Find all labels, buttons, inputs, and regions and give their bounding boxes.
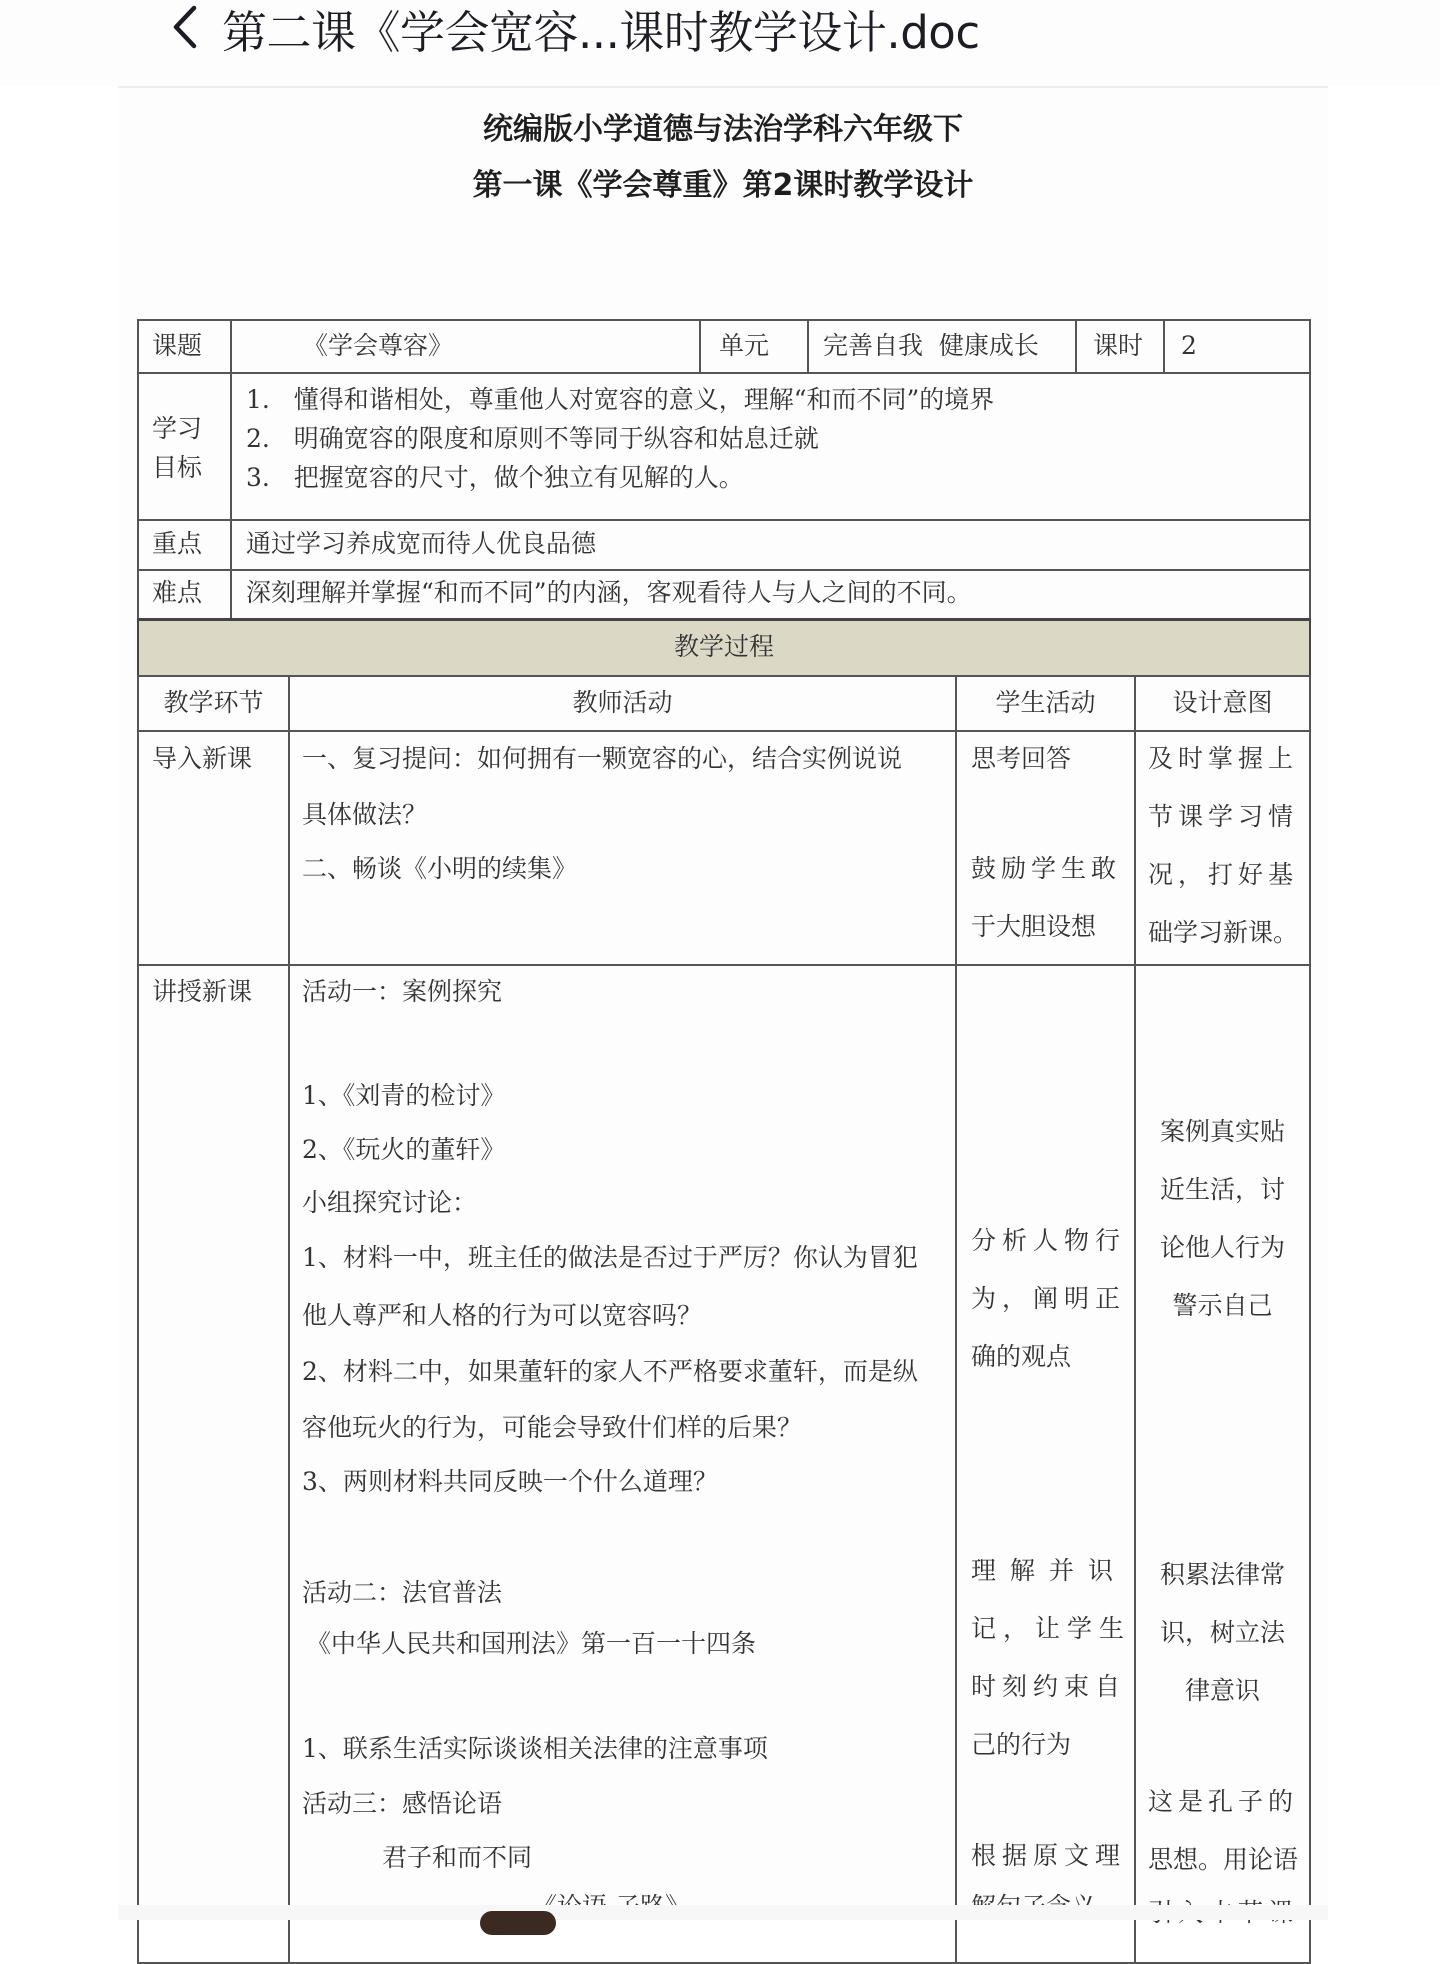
teacher-line: 具体做法？ bbox=[302, 800, 428, 829]
objective-item: 3. 把握宽容的尺寸，做个独立有见解的人。 bbox=[246, 463, 744, 492]
intent-line: 律意识 bbox=[1184, 1676, 1260, 1705]
intent-line: 积累法律常 bbox=[1159, 1560, 1285, 1589]
difficulty-label: 难点 bbox=[152, 578, 203, 607]
intent-line: 案例真实贴 bbox=[1159, 1117, 1285, 1146]
teacher-line: 2、材料二中，如果董轩的家人不严格要求董轩，而是纵 bbox=[302, 1357, 918, 1386]
teacher-line: 活动三：感悟论语 bbox=[302, 1789, 503, 1818]
intent-line: 础学习新课。 bbox=[1148, 918, 1299, 947]
difficulty-value: 深刻理解并掌握“和而不同”的内涵，客观看待人与人之间的不同。 bbox=[246, 578, 972, 607]
intent-line: 近生活，讨 bbox=[1159, 1175, 1285, 1204]
col-header-student-label: 学生活动 bbox=[995, 688, 1096, 717]
period-value: 2 bbox=[1181, 331, 1197, 360]
teacher-line: 一、复习提问：如何拥有一颗宽容的心，结合实例说说 bbox=[302, 744, 903, 773]
cell-objectives-label bbox=[137, 372, 232, 521]
student-line: 己的行为 bbox=[971, 1730, 1072, 1759]
teacher-line: 1、材料一中，班主任的做法是否过于严厉？你认为冒犯 bbox=[302, 1243, 918, 1272]
topic-label: 课题 bbox=[152, 331, 203, 360]
student-line: 理解并识 bbox=[971, 1556, 1128, 1585]
teacher-line: 君子和而不同 bbox=[382, 1843, 533, 1872]
intent-line: 及时掌握上 bbox=[1148, 744, 1299, 773]
teacher-line: 容他玩火的行为，可能会导致什们样的后果？ bbox=[302, 1413, 803, 1442]
bottom-toolbar bbox=[118, 1905, 1328, 1920]
process-band-title: 教学过程 bbox=[673, 632, 774, 661]
teacher-line: 1、联系生活实际谈谈相关法律的注意事项 bbox=[302, 1734, 768, 1763]
teacher-line: 《中华人民共和国刑法》第一百一十四条 bbox=[306, 1629, 757, 1658]
floating-action-button[interactable] bbox=[480, 1911, 556, 1935]
student-line: 思考回答 bbox=[971, 744, 1072, 773]
teacher-line: 小组探究讨论： bbox=[302, 1188, 478, 1217]
row-intro-stage-label: 导入新课 bbox=[152, 744, 253, 773]
key-point-value: 通过学习养成宽而待人优良品德 bbox=[246, 529, 597, 558]
student-line: 记，让学生 bbox=[971, 1614, 1132, 1643]
student-line: 鼓励学生敢 bbox=[971, 854, 1122, 883]
objective-item: 1. 懂得和谐相处，尊重他人对宽容的意义，理解“和而不同”的境界 bbox=[246, 385, 995, 414]
student-line: 于大胆设想 bbox=[971, 912, 1097, 941]
teacher-line: 3、两则材料共同反映一个什么道理？ bbox=[302, 1467, 718, 1496]
student-line: 时刻约束自 bbox=[971, 1672, 1127, 1701]
teacher-line: 活动一：案例探究 bbox=[302, 977, 503, 1006]
row-lecture-stage bbox=[137, 964, 290, 1964]
teacher-line: 他人尊严和人格的行为可以宽容吗？ bbox=[302, 1301, 703, 1330]
document-viewer-header bbox=[0, 0, 1440, 86]
document-heading-subject: 统编版小学道德与法治学科六年级下 bbox=[483, 112, 963, 147]
teacher-line: 1、《刘青的检讨》 bbox=[302, 1081, 506, 1110]
intent-line: 警示自己 bbox=[1172, 1291, 1273, 1320]
document-heading-lesson: 第一课《学会尊重》第2课时教学设计 bbox=[472, 168, 974, 203]
objectives-label-line1: 学习 bbox=[152, 414, 203, 443]
teacher-line: 2、《玩火的董轩》 bbox=[302, 1135, 506, 1164]
document-page[interactable] bbox=[118, 88, 1328, 1905]
topic-value: 《学会尊容》 bbox=[303, 331, 454, 360]
student-line: 确的观点 bbox=[971, 1342, 1072, 1371]
col-header-intent-label: 设计意图 bbox=[1172, 688, 1273, 717]
key-point-label: 重点 bbox=[152, 529, 203, 558]
intent-line: 况，打好基 bbox=[1148, 860, 1299, 889]
col-header-teacher-label: 教师活动 bbox=[572, 688, 673, 717]
intent-line: 论他人行为 bbox=[1159, 1233, 1285, 1262]
intent-line: 这是孔子的 bbox=[1148, 1787, 1299, 1816]
row-lecture-stage-label: 讲授新课 bbox=[152, 977, 253, 1006]
student-line: 为，阐明正 bbox=[971, 1284, 1127, 1313]
document-title: 第二课《学会宽容...课时教学设计.doc bbox=[222, 6, 980, 59]
student-line: 分析人物行 bbox=[971, 1226, 1127, 1255]
teacher-line: 二、畅谈《小明的续集》 bbox=[302, 854, 578, 883]
col-header-stage-label: 教学环节 bbox=[163, 688, 264, 717]
chevron-left-icon[interactable] bbox=[166, 4, 206, 50]
period-label: 课时 bbox=[1093, 331, 1144, 360]
teacher-line: 活动二：法官普法 bbox=[302, 1578, 503, 1607]
student-line: 根据原文理 bbox=[971, 1841, 1127, 1870]
intent-line: 节课学习情 bbox=[1148, 802, 1299, 831]
cell-topic-value bbox=[230, 319, 701, 374]
row-lecture-student bbox=[955, 964, 1136, 1964]
objective-item: 2. 明确宽容的限度和原则不等同于纵容和姑息迁就 bbox=[246, 424, 819, 453]
unit-value: 完善自我 健康成长 bbox=[823, 331, 1039, 360]
unit-label: 单元 bbox=[719, 331, 770, 360]
objectives-label-line2: 目标 bbox=[152, 453, 203, 482]
intent-line: 识，树立法 bbox=[1159, 1618, 1285, 1647]
intent-line: 思想。用论语 bbox=[1148, 1845, 1299, 1874]
